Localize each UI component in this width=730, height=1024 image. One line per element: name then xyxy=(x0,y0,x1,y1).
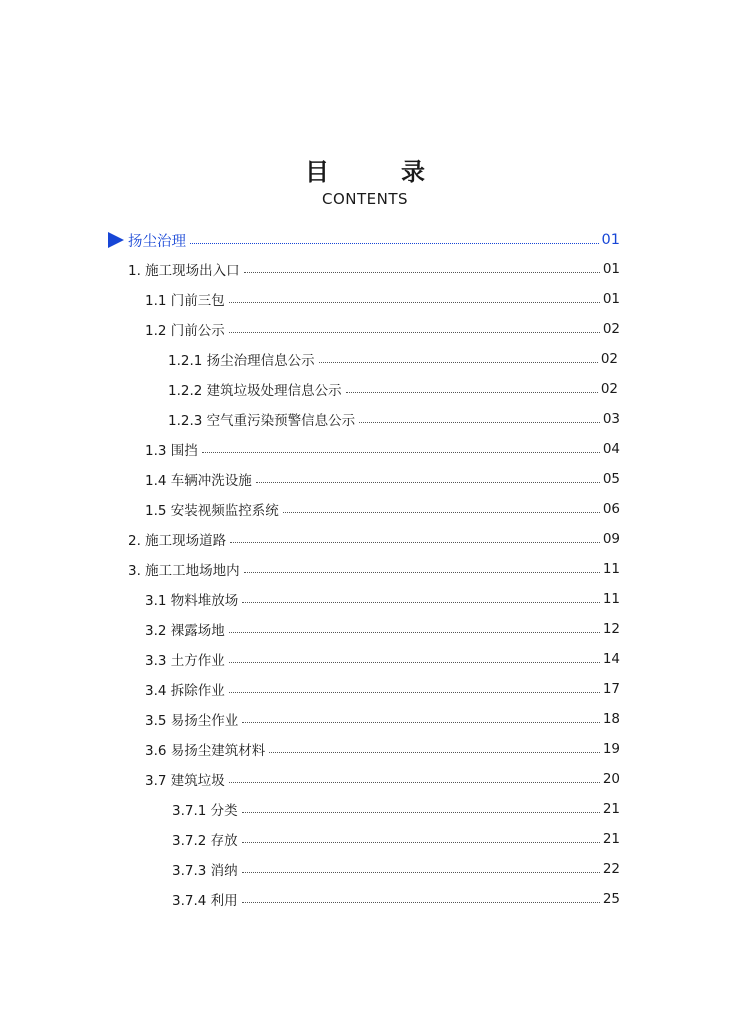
dot-leader xyxy=(229,331,600,333)
dot-leader xyxy=(229,691,600,693)
dot-leader xyxy=(319,361,598,363)
toc-entry-label: 1.5 安装视频监控系统 xyxy=(145,503,279,519)
dot-leader xyxy=(244,271,600,273)
toc-entry[interactable] xyxy=(172,854,620,884)
page-title: 目 录 xyxy=(305,158,449,186)
dot-leader xyxy=(256,481,600,483)
dot-leader xyxy=(229,301,600,303)
dot-leader xyxy=(190,242,599,244)
toc-page-number: 04 xyxy=(602,441,620,457)
dot-leader xyxy=(269,751,600,753)
toc-entry-label: 3.7.1 分类 xyxy=(172,803,238,819)
toc-page-number: 01 xyxy=(602,261,620,277)
toc-entry[interactable] xyxy=(145,704,620,734)
toc-entry[interactable] xyxy=(145,284,620,314)
toc-entry-label: 3.4 拆除作业 xyxy=(145,683,225,699)
toc-entry-label: 3.3 土方作业 xyxy=(145,653,225,669)
toc-page-number: 11 xyxy=(602,561,620,577)
toc-entry-label: 3.7.2 存放 xyxy=(172,833,238,849)
toc-page-number: 02 xyxy=(600,381,618,397)
toc-entry-label: 1.2.2 建筑垃圾处理信息公示 xyxy=(168,383,342,399)
dot-leader xyxy=(242,841,600,843)
toc-page-number: 19 xyxy=(602,741,620,757)
toc-entry-label: 3. 施工工地场地内 xyxy=(128,563,240,579)
toc-page-number: 25 xyxy=(602,891,620,907)
dot-leader xyxy=(202,451,600,453)
toc-page-number: 14 xyxy=(602,651,620,667)
toc-entry-label: 3.6 易扬尘建筑材料 xyxy=(145,743,266,759)
toc-page-number: 01 xyxy=(602,291,620,307)
toc-page-number: 22 xyxy=(602,861,620,877)
toc-entry-label: 3.1 物料堆放场 xyxy=(145,593,239,609)
toc-entry[interactable] xyxy=(172,884,620,914)
toc-entry[interactable] xyxy=(128,254,620,284)
page-subtitle: CONTENTS xyxy=(321,190,409,208)
toc-page-number: 11 xyxy=(602,591,620,607)
toc-entry[interactable] xyxy=(172,824,620,854)
toc-entry-label: 1.2.1 扬尘治理信息公示 xyxy=(168,353,315,369)
toc-section-header[interactable] xyxy=(108,225,620,255)
toc-page-number: 05 xyxy=(602,471,620,487)
toc-entry[interactable] xyxy=(168,374,618,404)
toc-entry-label: 3.7 建筑垃圾 xyxy=(145,773,225,789)
dot-leader xyxy=(242,901,600,903)
toc-entry[interactable] xyxy=(145,314,620,344)
toc-page-number: 21 xyxy=(602,801,620,817)
toc-page-number: 02 xyxy=(600,351,618,367)
toc-page-number: 06 xyxy=(602,501,620,517)
toc-entry[interactable] xyxy=(128,524,620,554)
toc-entry[interactable] xyxy=(145,614,620,644)
toc-entry-label: 1.2 门前公示 xyxy=(145,323,225,339)
toc-entry[interactable] xyxy=(168,344,618,374)
dot-leader xyxy=(346,391,598,393)
dot-leader xyxy=(229,781,600,783)
toc-entry-label: 3.2 裸露场地 xyxy=(145,623,225,639)
toc-page-number: 17 xyxy=(602,681,620,697)
dot-leader xyxy=(242,871,600,873)
dot-leader xyxy=(244,571,600,573)
toc-entry-label: 3.7.4 利用 xyxy=(172,893,238,909)
toc-entry[interactable] xyxy=(145,464,620,494)
toc-entry-label: 3.7.3 消纳 xyxy=(172,863,238,879)
toc-entry[interactable] xyxy=(145,644,620,674)
toc-entry-label: 1.3 围挡 xyxy=(145,443,198,459)
toc-page-number: 09 xyxy=(602,531,620,547)
dot-leader xyxy=(359,421,600,423)
toc-entry-label: 1.4 车辆冲洗设施 xyxy=(145,473,252,489)
dot-leader xyxy=(242,721,600,723)
toc-page-number: 01 xyxy=(601,232,620,248)
toc-entry-label: 1.1 门前三包 xyxy=(145,293,225,309)
toc-entry-label: 扬尘治理 xyxy=(128,233,186,250)
dot-leader xyxy=(229,661,600,663)
dot-leader xyxy=(229,631,600,633)
toc-entry-label: 3.5 易扬尘作业 xyxy=(145,713,239,729)
toc-entry[interactable] xyxy=(145,674,620,704)
triangle-arrow-icon xyxy=(108,232,124,248)
toc-page-number: 18 xyxy=(602,711,620,727)
toc-entry[interactable] xyxy=(145,584,620,614)
toc-entry-label: 1. 施工现场出入口 xyxy=(128,263,240,279)
toc-page-number: 02 xyxy=(602,321,620,337)
dot-leader xyxy=(230,541,600,543)
toc-page-number: 03 xyxy=(602,411,620,427)
toc-entry[interactable] xyxy=(128,554,620,584)
toc-entry[interactable] xyxy=(145,494,620,524)
toc-entry-label: 2. 施工现场道路 xyxy=(128,533,227,549)
dot-leader xyxy=(242,601,600,603)
toc-entry[interactable] xyxy=(145,764,620,794)
toc-page-number: 12 xyxy=(602,621,620,637)
dot-leader xyxy=(283,511,600,513)
toc-entry[interactable] xyxy=(145,734,620,764)
toc-entry[interactable] xyxy=(172,794,620,824)
toc-page-number: 20 xyxy=(602,771,620,787)
toc-entry[interactable] xyxy=(168,404,620,434)
toc-entry[interactable] xyxy=(145,434,620,464)
toc-entry-label: 1.2.3 空气重污染预警信息公示 xyxy=(168,413,356,429)
dot-leader xyxy=(242,811,600,813)
toc-page-number: 21 xyxy=(602,831,620,847)
